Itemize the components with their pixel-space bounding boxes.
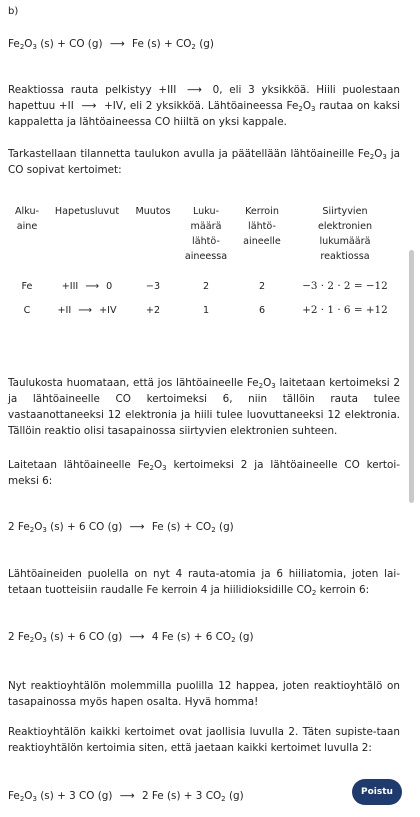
count-cell: 2 bbox=[202, 280, 210, 292]
oxidation-table bbox=[8, 204, 400, 322]
paragraph-table-intro: Tarkastellaan tilannetta taulukon avulla ja päätellään lähtöaineille $Fe_2O_3$ ja CO sopivat kertoimet: bbox=[8, 148, 400, 176]
arrow-icon: ⟶ bbox=[187, 84, 202, 96]
reaction-equation-step-1: 2 $Fe_2O_3$ (s) + 6 CO (g) ⟶ Fe $(s) + CO_2$ (g) bbox=[8, 521, 234, 534]
element-cell: Fe bbox=[21, 280, 33, 292]
paragraph-balance-products: Lähtöaineiden puolella on nyt 4 rauta-atomia ja 6 hiiliatomia, joten lai-tetaan tuotteisiin raudalle Fe kerroin 4 ja hiilidioksidille $CO_2$ kerroin 6: bbox=[8, 568, 400, 597]
arrow-icon: ⟶ bbox=[81, 100, 97, 112]
column-header: Muutos bbox=[135, 206, 171, 217]
count-cell: 1 bbox=[202, 304, 210, 316]
change-cell: −3 bbox=[145, 280, 161, 292]
reaction-arrow-icon: ⟶ bbox=[109, 38, 125, 50]
table-row bbox=[8, 274, 400, 298]
column-header: Alku- aine bbox=[14, 206, 40, 232]
column-header: Hapetusluvut bbox=[54, 206, 120, 217]
paragraph-table-conclusion: Taulukosta huomataan, että jos lähtöaineelle $Fe_2O_3$ laitetaan kertoimeksi 2 ja lähtöaineelle CO kertoimeksi 6, niin tällöin rauta tulee vastaanottaneeksi 12 elektronia ja hiili tulee luovuttaneeksi 12 elektronia. Tällöin reaktio olisi tasapainossa siirtyvien elektronien suhteen. bbox=[8, 377, 400, 437]
coefficient-cell: 2 bbox=[258, 280, 266, 292]
section-label: b) bbox=[8, 6, 19, 17]
coefficient-cell: 6 bbox=[258, 304, 266, 316]
column-header: Siirtyvien elektronien lukumäärä reaktiossa bbox=[317, 206, 373, 262]
arrow-icon: ⟶ bbox=[78, 304, 93, 316]
arrow-icon: ⟶ bbox=[85, 280, 100, 292]
element-cell: C bbox=[23, 304, 31, 316]
reaction-equation-unbalanced: $Fe_2O_3$ (s) + CO (g) ⟶ Fe $(s) + CO_2$ (g) bbox=[8, 38, 214, 51]
oxidation-cell: +III ⟶ 0 bbox=[61, 280, 113, 292]
reaction-arrow-icon: ⟶ bbox=[129, 631, 145, 643]
table-header-row bbox=[8, 204, 400, 264]
change-cell: +2 bbox=[145, 304, 161, 316]
electrons-cell: +2 · 1 · 6 = +12 bbox=[302, 304, 388, 316]
column-header: Luku- määrä lähtö- aineessa bbox=[184, 206, 228, 262]
reaction-equation-final: $Fe_2O_3$ (s) + 3 CO (g) ⟶ 2 Fe (s) + 3 $CO_2$ (g) bbox=[8, 790, 244, 803]
paragraph-simplify: Reaktioyhtälön kaikki kertoimet ovat jaollisia luvulla 2. Täten supiste-taan reaktioyhtälön kertoimia siten, että jaetaan kaikki kertoimet luvulla 2: bbox=[8, 726, 400, 754]
reaction-arrow-icon: ⟶ bbox=[129, 521, 145, 533]
electrons-cell: −3 · 2 · 2 = −12 bbox=[302, 280, 388, 292]
oxidation-cell: +II ⟶ +IV bbox=[57, 304, 117, 316]
paragraph-set-coefficients: Laitetaan lähtöaineelle $Fe_2O_3$ kertoimeksi 2 ja lähtöaineelle CO kertoi-meksi 6: bbox=[8, 459, 400, 487]
table-row bbox=[8, 298, 400, 322]
paragraph-redox-explanation: Reaktiossa rauta pelkistyy +III ⟶ 0, eli 3 yksikköä. Hiili puolestaan hapettuu +II ⟶ +IV, eli 2 yksikköä. Lähtöaineessa $Fe_2O_3$ rautaa on kaksi kappaletta ja lähtöaineessa CO hiiltä on yksi kappale. bbox=[8, 84, 401, 128]
paragraph-oxygen-check: Nyt reaktioyhtälön molemmilla puolilla 12 happea, joten reaktioyhtälö on tasapainossa myös hapen osalta. Hyvä homma! bbox=[8, 680, 400, 708]
scrollbar-thumb[interactable] bbox=[409, 250, 414, 503]
reaction-equation-step-2: 2 $Fe_2O_3$ (s) + 6 CO (g) ⟶ 4 Fe (s) + 6 $CO_2$ (g) bbox=[8, 631, 254, 644]
column-header: Kerroin lähtö- aineelle bbox=[243, 206, 281, 247]
reaction-arrow-icon: ⟶ bbox=[119, 790, 135, 802]
exit-button[interactable]: Poistu bbox=[352, 779, 402, 805]
